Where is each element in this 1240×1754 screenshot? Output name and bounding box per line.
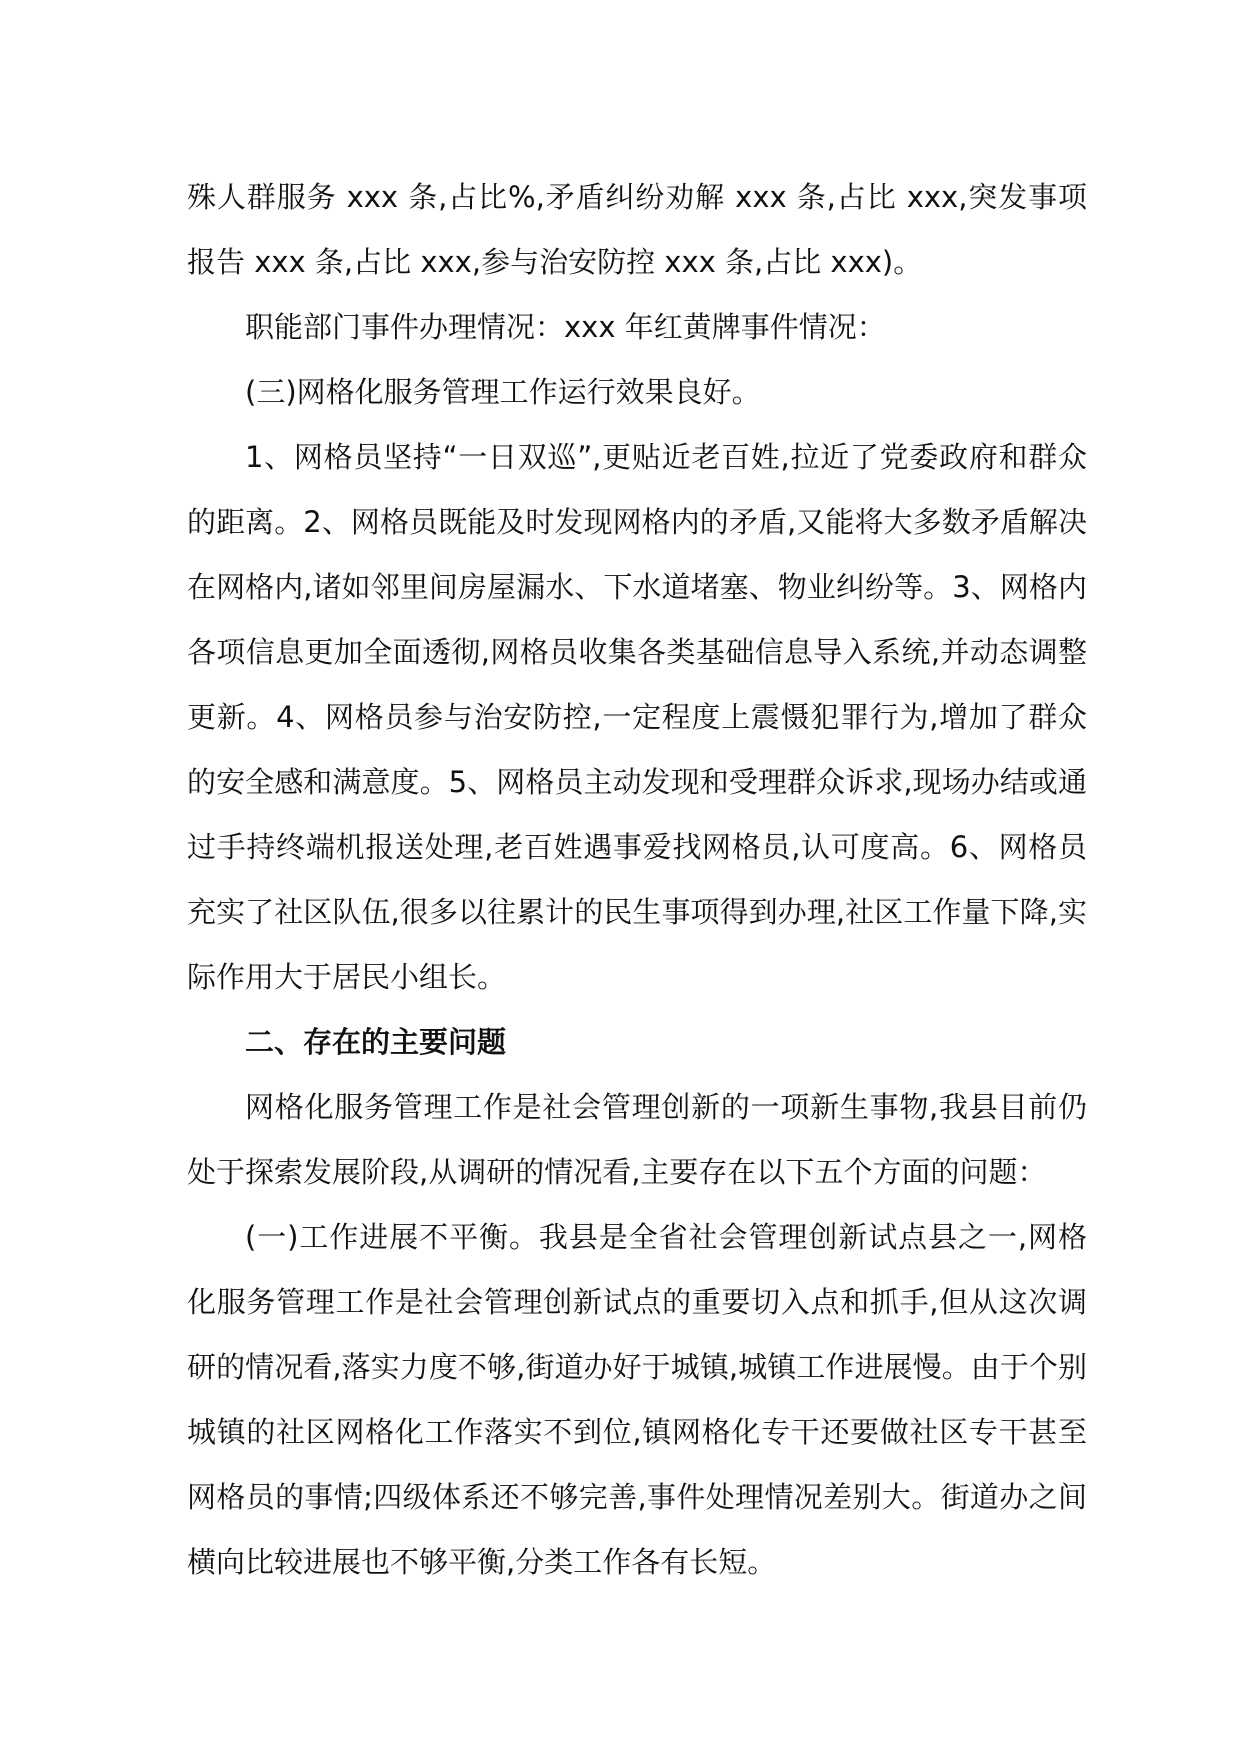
paragraph-problem-one: (一)工作进展不平衡。我县是全省社会管理创新试点县之一,网格化服务管理工作是社会管理创新试点的重要切入点和抓手,但从这次调研的情况看,落实力度不够,街道办好于城镇,城镇工作进展慢。由于个别城镇的社区网格化工作落实不到位,镇网格化专干还要做社区专干甚至网格员的事情;四级体系还不够完善,事件处理情况差别大。街道办之间横向比较进展也不够平衡,分类工作各有长短。 — [187, 1220, 1087, 1579]
paragraph-problems-intro: 网格化服务管理工作是社会管理创新的一项新生事物,我县目前仍处于探索发展阶段,从调研的情况看,主要存在以下五个方面的问题： — [187, 1090, 1087, 1189]
paragraph-section-three-title: (三)网格化服务管理工作运行效果良好。 — [245, 375, 761, 409]
paragraph-continuation: 殊人群服务 xxx 条,占比%,矛盾纠纷劝解 xxx 条,占比 xxx,突发事项报告 xxx 条,占比 xxx,参与治安防控 xxx 条,占比 xxx)。 — [187, 180, 1087, 279]
paragraph-department-events: 职能部门事件办理情况：xxx 年红黄牌事件情况： — [245, 310, 886, 344]
paragraph-effects-list: 1、网格员坚持“一日双巡”,更贴近老百姓,拉近了党委政府和群众的距离。2、网格员既能及时发现网格内的矛盾,又能将大多数矛盾解决在网格内,诸如邻里间房屋漏水、下水道堵塞、物业纠纷等。3、网格内各项信息更加全面透彻,网格员收集各类基础信息导入系统,并动态调整更新。4、网格员参与治安防控,一定程度上震慑犯罪行为,增加了群众的安全感和满意度。5、网格员主动发现和受理群众诉求,现场办结或通过手持终端机报送处理,老百姓遇事爱找网格员,认可度高。6、网格员充实了社区队伍,很多以往累计的民生事项得到办理,社区工作量下降,实际作用大于居民小组长。 — [187, 440, 1087, 994]
section-heading-main-problems: 二、存在的主要问题 — [245, 1025, 507, 1059]
document-body — [187, 165, 1087, 1595]
